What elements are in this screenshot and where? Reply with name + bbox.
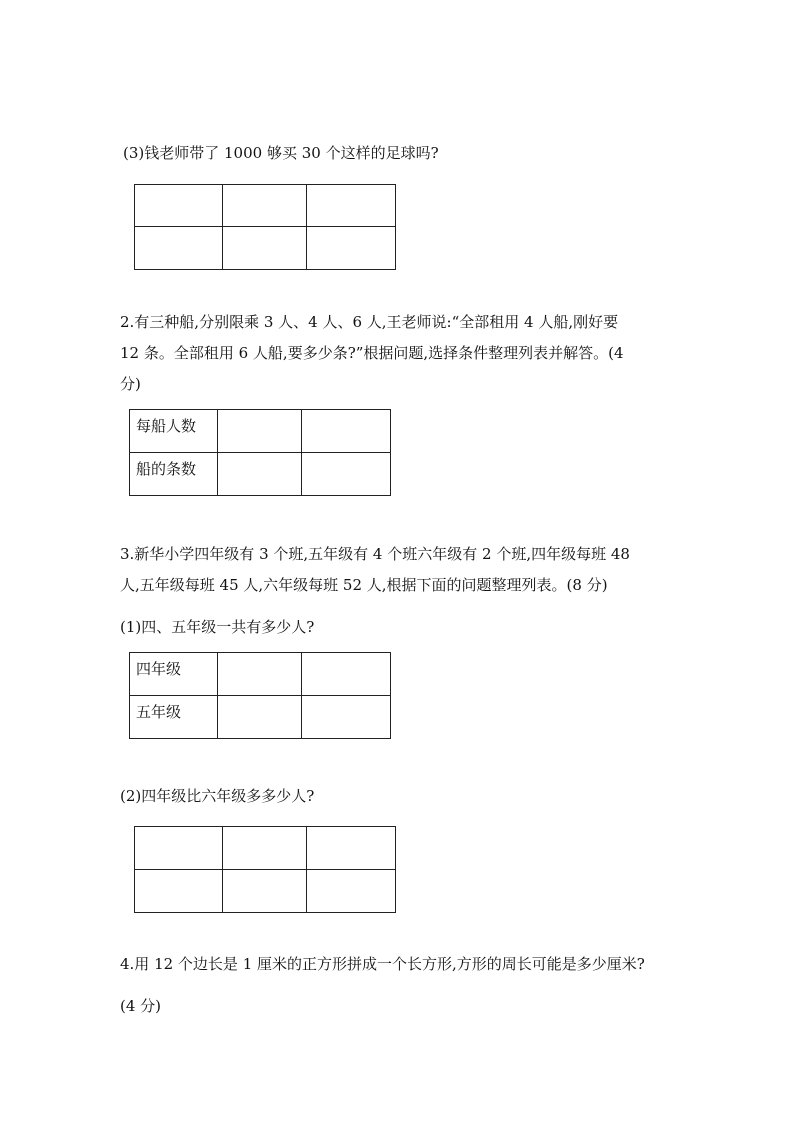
q3-sub2-question: (2)四年级比六年级多多少人? <box>120 787 315 805</box>
table-cell <box>223 185 307 227</box>
table-cell <box>307 185 396 227</box>
row-label-text: 每船人数 <box>136 417 197 435</box>
q3-sub1-answer-table <box>129 652 391 739</box>
table-cell <box>223 870 307 913</box>
table-row-label <box>130 410 218 453</box>
q4-question-line1: 4.用 12 个边长是 1 厘米的正方形拼成一个长方形,方形的周长可能是多少厘米? <box>120 955 645 973</box>
table-row <box>135 185 396 227</box>
q2-question-line3: 分) <box>120 375 141 393</box>
q2-question-line2: 12 条。全部租用 6 人船,要多少条?”根据问题,选择条件整理列表并解答。(4 <box>120 344 624 362</box>
table-cell <box>302 410 391 453</box>
q1-sub3-answer-table <box>134 184 396 270</box>
row-label-text: 五年级 <box>136 703 182 721</box>
table-row <box>135 870 396 913</box>
table-cell <box>218 696 302 739</box>
table-cell <box>218 453 302 496</box>
q3-sub1-question: (1)四、五年级一共有多少人? <box>120 618 315 636</box>
q2-question-line1: 2.有三种船,分别限乘 3 人、4 人、6 人,王老师说:“全部租用 4 人船,刚好要 <box>120 313 619 331</box>
table-row-label <box>130 453 218 496</box>
q2-answer-table <box>129 409 391 496</box>
q1-sub3-question: (3)钱老师带了 1000 够买 30 个这样的足球吗? <box>123 144 439 162</box>
table-cell <box>218 410 302 453</box>
table-row <box>135 227 396 270</box>
table-cell <box>307 227 396 270</box>
table-cell <box>218 653 302 696</box>
row-label-text: 船的条数 <box>136 460 197 478</box>
q3-question-line2: 人,五年级每班 45 人,六年级每班 52 人,根据下面的问题整理列表。(8 分) <box>120 576 608 594</box>
table-cell <box>135 185 223 227</box>
table-cell <box>302 453 391 496</box>
table-row <box>130 453 391 496</box>
table-row <box>135 827 396 870</box>
q3-sub2-answer-table <box>134 826 396 913</box>
table-cell <box>223 827 307 870</box>
table-cell <box>302 653 391 696</box>
table-cell <box>135 227 223 270</box>
table-cell <box>135 870 223 913</box>
table-row-label <box>130 696 218 739</box>
table-cell <box>307 827 396 870</box>
row-label-text: 四年级 <box>136 660 182 678</box>
table-cell <box>223 227 307 270</box>
table-row <box>130 410 391 453</box>
q4-question-line2: (4 分) <box>120 997 162 1015</box>
table-row <box>130 696 391 739</box>
table-cell <box>302 696 391 739</box>
table-row <box>130 653 391 696</box>
table-row-label <box>130 653 218 696</box>
table-cell <box>135 827 223 870</box>
q3-question-line1: 3.新华小学四年级有 3 个班,五年级有 4 个班六年级有 2 个班,四年级每班 48 <box>120 545 630 563</box>
table-cell <box>307 870 396 913</box>
